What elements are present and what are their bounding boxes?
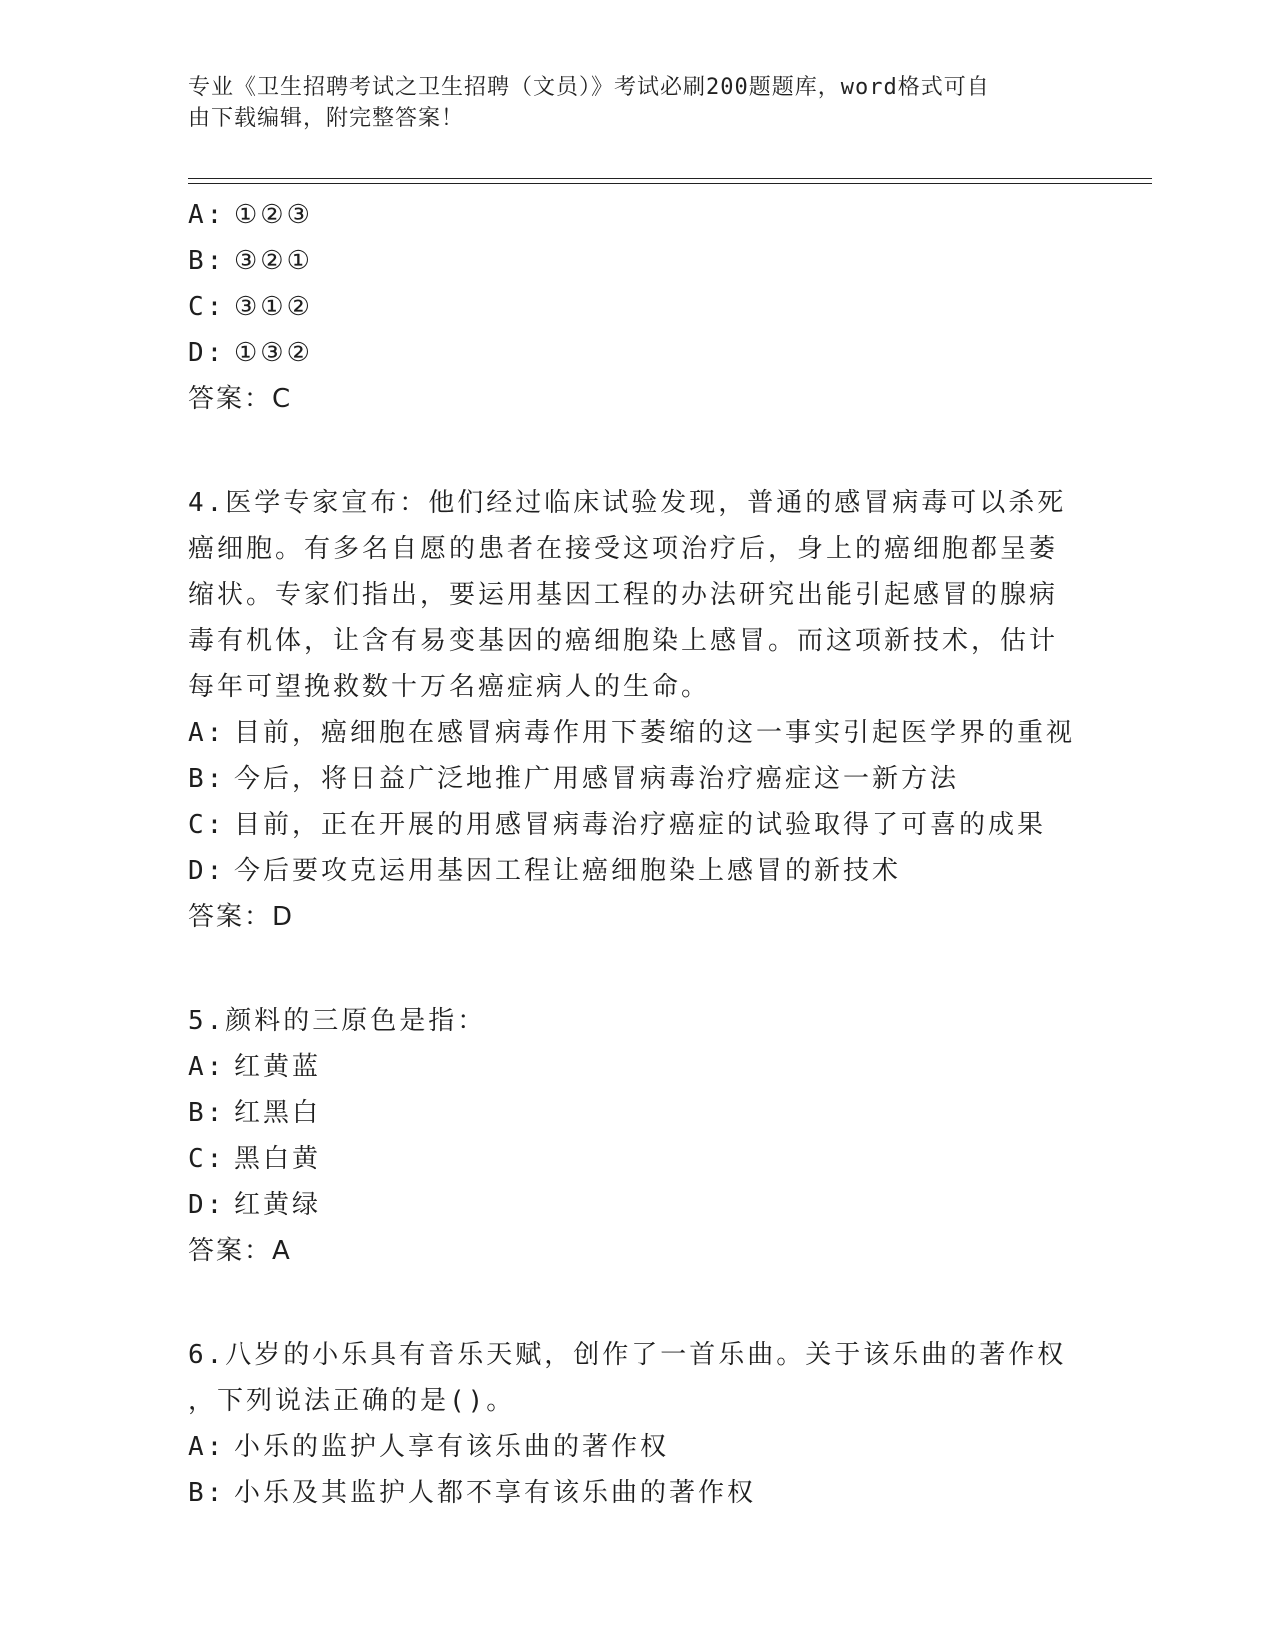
option-d: D: 今后要攻克运用基因工程让癌细胞染上感冒的新技术 (188, 856, 902, 886)
question-text-line: 4.医学专家宣布：他们经过临床试验发现，普通的感冒病毒可以杀死 (188, 488, 1067, 518)
question-text-line: 6.八岁的小乐具有音乐天赋，创作了一首乐曲。关于该乐曲的著作权 (188, 1340, 1067, 1370)
document-body (188, 192, 1128, 1516)
question-4 (188, 480, 1128, 940)
option-b: B: 今后，将日益广泛地推广用感冒病毒治疗癌症这一新方法 (188, 764, 960, 794)
option-a: A: 目前，癌细胞在感冒病毒作用下萎缩的这一事实引起医学界的重视 (188, 718, 1076, 748)
option-b: B: 小乐及其监护人都不享有该乐曲的著作权 (188, 1478, 757, 1508)
answer-label: 答案：A (188, 1236, 292, 1266)
option-c: C: 目前，正在开展的用感冒病毒治疗癌症的试验取得了可喜的成果 (188, 810, 1047, 840)
header-title-line-2: 由下载编辑，附完整答案！ (188, 106, 465, 131)
option-b: B: 红黑白 (188, 1098, 322, 1128)
header-divider-top (188, 178, 1152, 179)
question-text-line: 癌细胞。有多名自愿的患者在接受这项治疗后，身上的癌细胞都呈萎 (188, 534, 1059, 564)
option-a: A: ①②③ (188, 200, 313, 230)
question-text-line: ，下列说法正确的是()。 (188, 1386, 516, 1416)
question-3 (188, 192, 1128, 422)
option-c: C: 黑白黄 (188, 1144, 322, 1174)
question-text-line: 缩状。专家们指出，要运用基因工程的办法研究出能引起感冒的腺病 (188, 580, 1059, 610)
header-title-line-1: 专业《卫生招聘考试之卫生招聘（文员）》考试必刷200题题库，word格式可自 (188, 75, 990, 100)
answer-label: 答案：C (188, 384, 293, 414)
question-6 (188, 1332, 1128, 1516)
question-text-line: 每年可望挽救数十万名癌症病人的生命。 (188, 672, 711, 702)
option-d: D: ①③② (188, 338, 313, 368)
option-a: A: 红黄蓝 (188, 1052, 322, 1082)
option-a: A: 小乐的监护人享有该乐曲的著作权 (188, 1432, 670, 1462)
question-text-line: 毒有机体，让含有易变基因的癌细胞染上感冒。而这项新技术，估计 (188, 626, 1059, 656)
option-b: B: ③②① (188, 246, 313, 276)
option-d: D: 红黄绿 (188, 1190, 322, 1220)
question-5 (188, 998, 1128, 1274)
answer-label: 答案：D (188, 902, 295, 932)
question-text-line: 5.颜料的三原色是指： (188, 1006, 487, 1036)
header-divider-bottom (188, 183, 1152, 184)
document-header (188, 72, 1068, 134)
option-c: C: ③①② (188, 292, 313, 322)
